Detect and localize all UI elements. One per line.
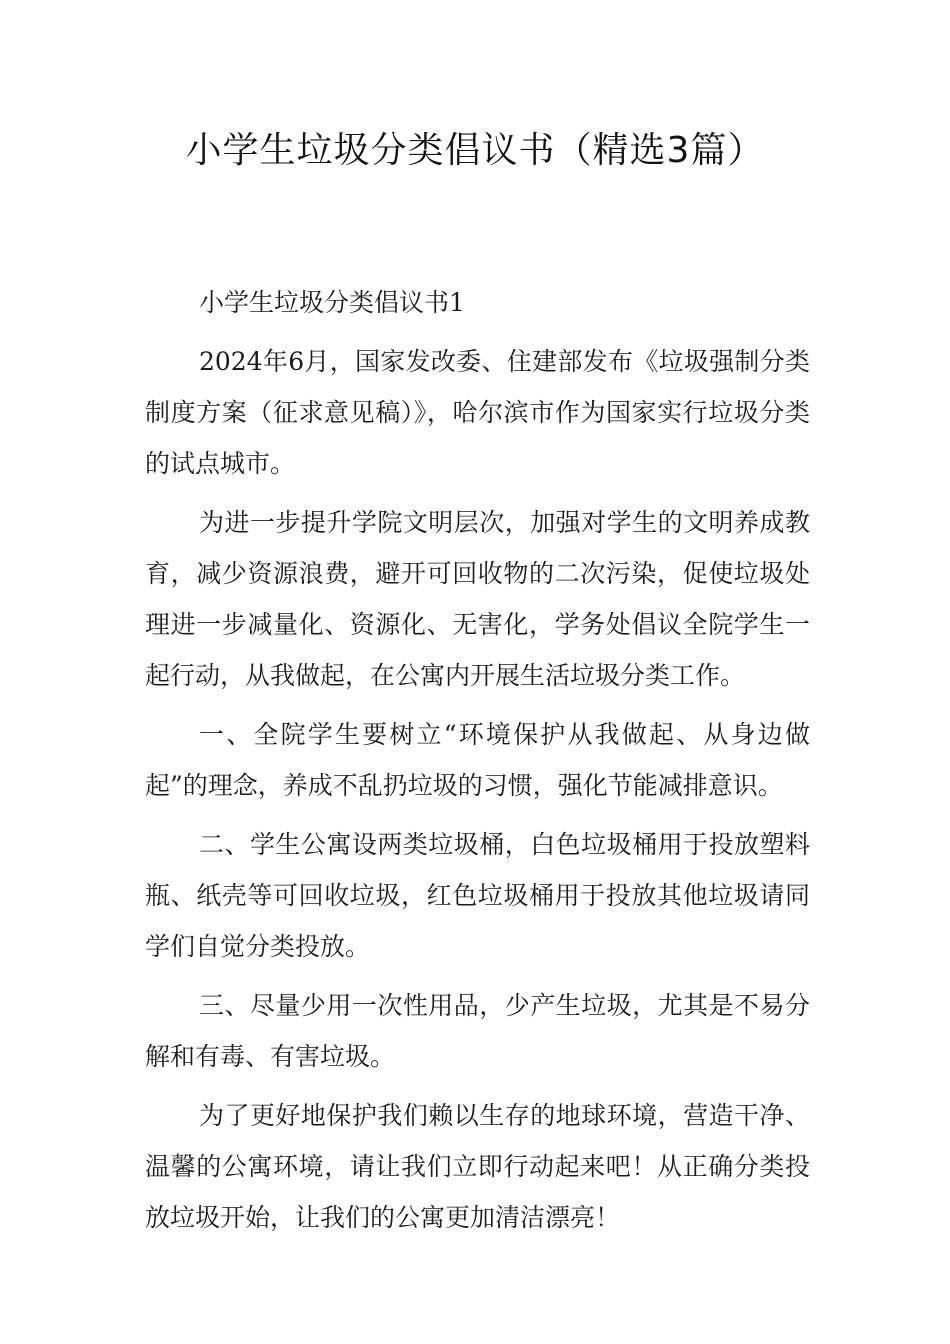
document-body bbox=[145, 277, 810, 1251]
paragraph: 为了更好地保护我们赖以生存的地球环境，营造干净、温馨的公寓环境，请让我们立即行动起来吧！从正确分类投放垃圾开始，让我们的公寓更加清洁漂亮！ bbox=[145, 1101, 810, 1232]
paragraph: 2024年6月，国家发改委、住建部发布《垃圾强制分类制度方案（征求意见稿）》，哈尔滨市作为国家实行垃圾分类的试点城市。 bbox=[145, 347, 810, 478]
document-title: 小学生垃圾分类倡议书（精选3篇） bbox=[185, 130, 765, 171]
section-heading: 小学生垃圾分类倡议书1 bbox=[199, 288, 465, 317]
paragraph: 二、学生公寓设两类垃圾桶，白色垃圾桶用于投放塑料瓶、纸壳等可回收垃圾，红色垃圾桶用于投放其他垃圾请同学们自觉分类投放。 bbox=[145, 830, 810, 961]
paragraph: 一、全院学生要树立“环境保护从我做起、从身边做起”的理念，养成不乱扔垃圾的习惯，强化节能减排意识。 bbox=[145, 720, 810, 800]
paragraph: 为进一步提升学院文明层次，加强对学生的文明养成教育，减少资源浪费，避开可回收物的二次污染，促使垃圾处理进一步减量化、资源化、无害化，学务处倡议全院学生一起行动，从我做起，在公寓内开展生活垃圾分类工作。 bbox=[145, 508, 810, 690]
paragraph: 三、尽量少用一次性用品，少产生垃圾，尤其是不易分解和有毒、有害垃圾。 bbox=[145, 991, 810, 1071]
